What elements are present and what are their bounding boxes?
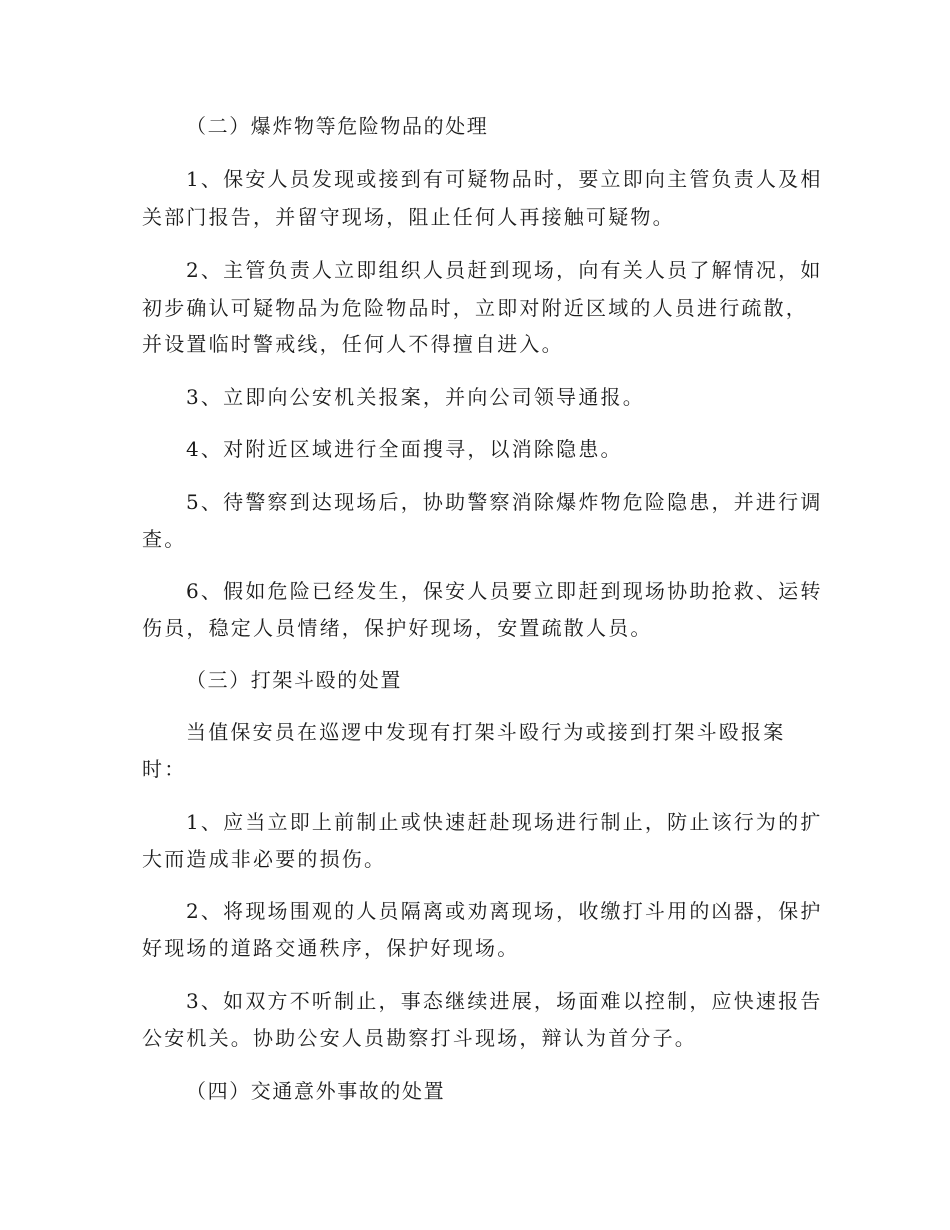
paragraph-line: 时： — [142, 757, 187, 781]
paragraph-line: 好现场的道路交通秩序，保护好现场。 — [142, 936, 520, 960]
paragraph-line: 初步确认可疑物品为危险物品时，立即对附近区域的人员进行疏散， — [142, 296, 808, 320]
paragraph-line: 3、立即向公安机关报案，并向公司领导通报。 — [186, 385, 645, 409]
paragraph-line: 3、如双方不听制止，事态继续进展，场面难以控制，应快速报告 — [186, 989, 823, 1013]
paragraph-line: 2、主管负责人立即组织人员赶到现场，向有关人员了解情况，如 — [186, 258, 823, 282]
paragraph-line: 5、待警察到达现场后，协助警察消除爆炸物危险隐患，并进行调 — [186, 490, 823, 514]
paragraph-line: 公安机关。协助公安人员勘察打斗现场，辩认为首分子。 — [142, 1026, 697, 1050]
paragraph-line: 1、保安人员发现或接到有可疑物品时，要立即向主管负责人及相 — [186, 167, 823, 191]
paragraph-line: 4、对附近区域进行全面搜寻，以消除隐患。 — [186, 437, 623, 461]
paragraph-line: 6、假如危险已经发生，保安人员要立即赶到现场协助抢救、运转 — [186, 579, 823, 603]
paragraph-line: 1、应当立即上前制止或快速赶赴现场进行制止，防止该行为的扩 — [186, 810, 823, 834]
paragraph-line: 2、将现场围观的人员隔离或劝离现场，收缴打斗用的凶器，保护 — [186, 899, 823, 923]
section-heading-traffic: （四）交通意外事故的处置 — [186, 1079, 446, 1103]
paragraph-line: 伤员，稳定人员情绪，保护好现场，安置疏散人员。 — [142, 616, 653, 640]
paragraph-line: 查。 — [142, 527, 187, 551]
section-heading-explosives: （二）爆炸物等危险物品的处理 — [186, 114, 489, 138]
section-heading-fights: （三）打架斗殴的处置 — [186, 668, 402, 692]
paragraph-line: 关部门报告，并留守现场，阻止任何人再接触可疑物。 — [142, 205, 675, 229]
paragraph-line: 并设置临时警戒线，任何人不得擅自进入。 — [142, 332, 564, 356]
paragraph-line: 当值保安员在巡逻中发现有打架斗殴行为或接到打架斗殴报案 — [186, 720, 786, 744]
paragraph-line: 大而造成非必要的损伤。 — [142, 847, 387, 871]
